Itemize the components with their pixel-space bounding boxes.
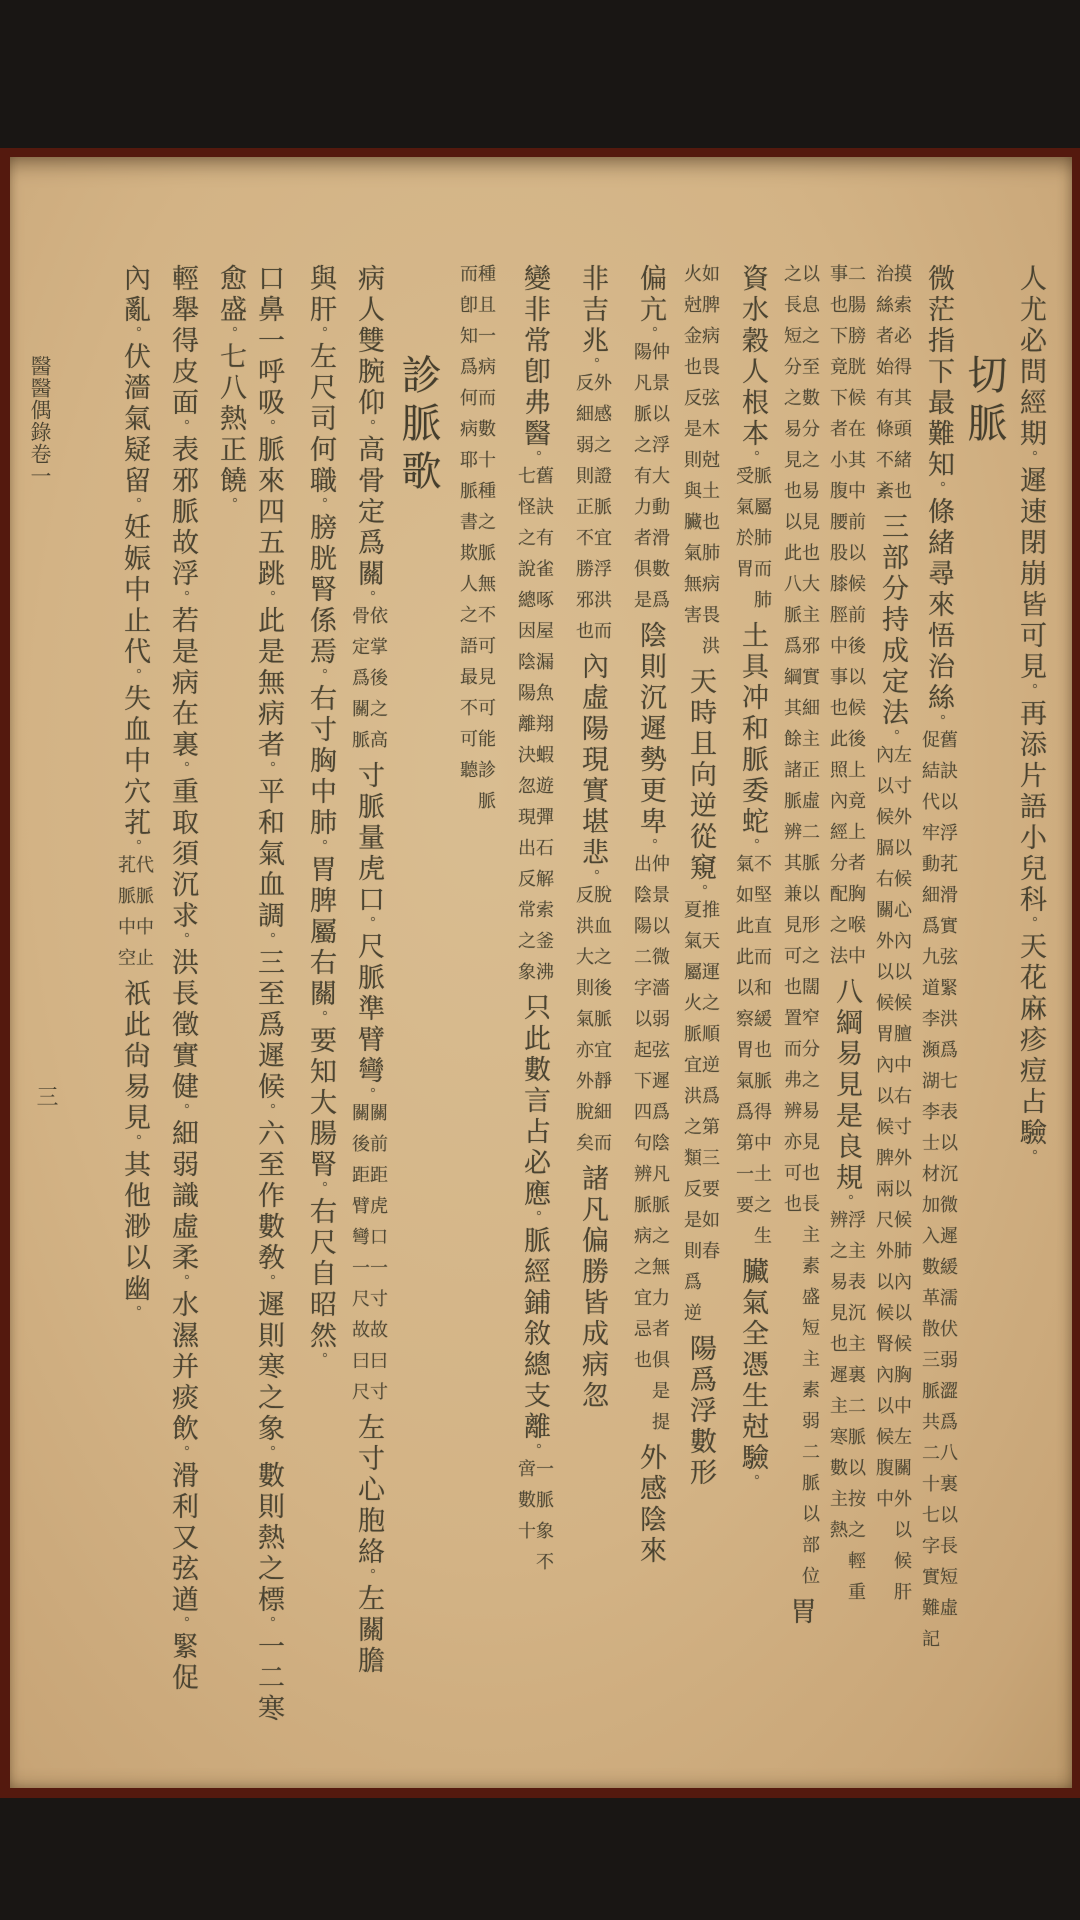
- annotation-right-line: 二腸膀胱候在其中前以候前後以候後上竟上者胸喉中: [845, 264, 866, 977]
- main-text: 諸凡偏勝皆成病忽: [577, 1164, 608, 1412]
- interlinear-annotation: [915, 730, 961, 1660]
- annotation-right-line: 一脈象不: [533, 1459, 554, 1583]
- text-column: [627, 264, 673, 1567]
- annotation-left-line: 骨定爲關脈: [349, 606, 370, 761]
- annotation-right-line: 脫血之後脈宜靜細而: [591, 885, 612, 1164]
- text-column: [207, 264, 253, 513]
- section-heading: 切脈: [961, 354, 1007, 450]
- main-text: 病人雙腕仰。高骨定爲關。: [353, 264, 384, 606]
- annotation-right-line: 左寸外以候心內以候膻中右寸外以候肺內以候胸中左關外以候肝: [891, 745, 912, 1613]
- main-text: 口鼻一呼吸。脈來四五跳。此是無病者。平和氣血調。三至爲遲候。六至作數敎。遲則寒之象。數則熱之標。一二寒: [253, 264, 284, 1725]
- main-text: 土具冲和脈委蛇。: [737, 621, 768, 854]
- text-column: [453, 264, 499, 822]
- main-text: 八綱易見是良規。: [831, 977, 862, 1210]
- annotation-right-line: 浮主表沉主裏二脈以按之輕重: [845, 1210, 866, 1613]
- interlinear-annotation: [569, 373, 615, 652]
- annotation-left-line: 反細弱則正不勝邪也: [573, 373, 594, 652]
- interlinear-annotation: [627, 854, 673, 1443]
- text-column: [729, 264, 775, 1490]
- main-text: 內亂。伏濇氣疑留。妊娠中止代。失血中穴芤。: [119, 264, 150, 855]
- text-column: [395, 264, 441, 498]
- section-heading: 診脈歌: [395, 354, 441, 498]
- text-column: [345, 264, 391, 1677]
- interlinear-annotation: [869, 264, 915, 512]
- text-column: [777, 264, 823, 1628]
- interlinear-annotation: [729, 854, 775, 1257]
- text-column: [111, 264, 157, 1321]
- annotation-right-line: 仲景以浮大動滑數爲: [649, 342, 670, 621]
- text-column: [915, 264, 961, 1660]
- annotation-right-line: 代脈中止: [133, 855, 154, 979]
- main-text: 左寸心胞絡。左關膽: [353, 1413, 384, 1677]
- annotation-right-line: 舊訣有雀啄屋漏魚翔蝦遊彈石解索釜沸: [533, 466, 554, 993]
- text-column: [823, 264, 869, 1613]
- annotation-right-line: 不堅直而和緩也脈得中土之生: [751, 854, 772, 1257]
- main-text: 三部分持成定法。: [877, 512, 908, 745]
- main-text: 與肝。左尺司何職。膀胱腎係焉。右寸胸中肺。胃脾屬右關。要知大腸腎。右尺自昭然。: [305, 264, 336, 1368]
- annotation-left-line: 辨之易見也遲主寒數主熱: [827, 1210, 848, 1551]
- main-text: 偏亢。: [635, 264, 666, 342]
- main-text: 非吉兆。: [577, 264, 608, 373]
- main-text: 祇此尙易見。其他渺以幽。: [119, 979, 150, 1321]
- text-column: [677, 264, 723, 1489]
- annotation-left-line: 治絲者始有條不紊: [873, 264, 894, 512]
- annotation-left-line: 啻數十: [515, 1459, 536, 1552]
- annotation-left-line: 火尅金也反是則與臟氣無害: [681, 264, 702, 636]
- interlinear-annotation: [823, 264, 869, 977]
- interlinear-annotation: [869, 745, 915, 1613]
- interlinear-annotation: [345, 1103, 391, 1413]
- main-text: 只此數言占必應。脈經鋪敘總支離。: [519, 993, 550, 1459]
- annotation-left-line: 陽凡脈之有力者俱是: [631, 342, 652, 621]
- heading-indent-spacer: [395, 264, 441, 354]
- page-number: 三: [33, 1085, 58, 1107]
- annotation-left-line: 氣如此此以察胃氣爲第一要: [733, 854, 754, 1226]
- interlinear-annotation: [677, 900, 723, 1334]
- annotation-right-line: 如脾病畏弦木尅土也肺病畏洪: [699, 264, 720, 667]
- main-text: 陽爲浮數形: [685, 1334, 716, 1489]
- annotation-left-line: 出陰陽二字以起下四句辨脈病之宜忌也: [631, 854, 652, 1381]
- heading-indent-spacer: [961, 264, 1007, 354]
- annotation-right-line: 仲景以微濇弱弦遲爲陰凡脈之無力者俱是提: [649, 854, 670, 1443]
- annotation-left-line: 而卽知爲何病耶脈書欺人之語最不可聽: [457, 264, 478, 791]
- main-text: 天時且向逆從窺。: [685, 667, 716, 900]
- interlinear-annotation: [677, 264, 723, 667]
- annotation-right-line: 推天運之順逆爲第三要如春: [699, 900, 720, 1272]
- annotation-left-line: 夏氣屬火脈宜洪之類反是則爲逆: [681, 900, 702, 1334]
- annotation-left-line: 反洪大則氣亦外脫矣: [573, 885, 594, 1164]
- text-column: [1007, 264, 1053, 1165]
- main-text: 外感陰來: [635, 1443, 666, 1567]
- interlinear-annotation: [823, 1210, 869, 1613]
- book-title-margin: 醫醫偶錄卷一: [28, 355, 52, 487]
- annotation-right-line: 關前距虎口一寸故曰寸: [367, 1103, 388, 1413]
- text-column: [869, 264, 915, 1613]
- interlinear-annotation: [453, 264, 499, 822]
- interlinear-annotation: [729, 466, 775, 621]
- interlinear-annotation: [569, 885, 615, 1164]
- annotation-right-line: 外感之證脈宜浮洪而: [591, 373, 612, 652]
- annotation-left-line: 七怪之說總因陰陽離決忽現出反常之象: [515, 466, 536, 993]
- interlinear-annotation: [511, 466, 557, 993]
- interlinear-annotation: [511, 1459, 557, 1583]
- main-text: 胃: [785, 1597, 816, 1628]
- main-text: 資水穀人根本。: [737, 264, 768, 466]
- main-text: 變非常卽弗醫。: [519, 264, 550, 466]
- main-text: 愈盛。七八熱正饒。: [215, 264, 246, 513]
- interlinear-annotation: [111, 855, 157, 979]
- main-text: 臟氣全憑生尅驗。: [737, 1257, 768, 1490]
- interlinear-annotation: [777, 264, 823, 1597]
- annotation-left-line: 事也下竟下者小腹腰股膝脛中事也此照內經分配之法: [827, 264, 848, 977]
- text-column: [159, 264, 205, 1694]
- interlinear-annotation: [345, 606, 391, 761]
- interlinear-annotation: [627, 342, 673, 621]
- page: [10, 157, 1072, 1788]
- annotation-left-line: 內以候膈右關外以候胃內以候脾兩尺外以候腎內以候腹中: [873, 745, 894, 1520]
- annotation-left-line: 關後距臂彎一尺故曰尺: [349, 1103, 370, 1413]
- annotation-left-line: 芤脈中空: [115, 855, 136, 979]
- annotation-right-line: 以息之至數分之易見也大主邪實細主正虛二脈以形之闊窄分之易見也長主素盛短主素弱二脈以部位: [799, 264, 820, 1597]
- main-text: 微茫指下最難知。條緒尋來悟治絲。: [923, 264, 954, 730]
- main-text: 寸脈量虎口。尺脈準臂彎。: [353, 761, 384, 1103]
- text-column: [569, 264, 615, 1412]
- annotation-right-line: 依掌後之高: [367, 606, 388, 761]
- text-column: [511, 264, 557, 1583]
- annotation-right-line: 摸索必得其頭緒也: [891, 264, 912, 512]
- main-text: 內虛陽現實堪悲。: [577, 652, 608, 885]
- annotation-right-line: 舊訣以浮芤滑實弦緊洪爲七表以沉微遲緩濡伏弱澀爲八裏以長短虛: [937, 730, 958, 1629]
- annotation-left-line: 之長短分之易見也以此八脈爲綱其餘諸脈辨其兼見可也置而弗辨亦可也: [781, 264, 802, 1225]
- annotation-left-line: 促結代牢動細爲九道李瀕湖李士材加入數革散三脈共二十七字實難記: [919, 730, 940, 1660]
- text-column: [961, 264, 1007, 450]
- main-text: 輕舉得皮面。表邪脈故浮。若是病在裏。重取須沉求。洪長徵實健。細弱識虛柔。水濕并痰飲。滑利又弦遒。緊促: [167, 264, 198, 1694]
- text-column: [297, 264, 343, 1368]
- annotation-left-line: 受氣於胃: [733, 466, 754, 590]
- main-text: 人尤必問經期。遲速閉崩皆可見。再添片語小兒科。天花麻疹痘占驗。: [1015, 264, 1046, 1165]
- main-text: 陰則沉遲勢更卑。: [635, 621, 666, 854]
- annotation-right-line: 種且一病而數十種之脈無不可見可能診脈: [475, 264, 496, 822]
- annotation-right-line: 脈屬肺而肺: [751, 466, 772, 621]
